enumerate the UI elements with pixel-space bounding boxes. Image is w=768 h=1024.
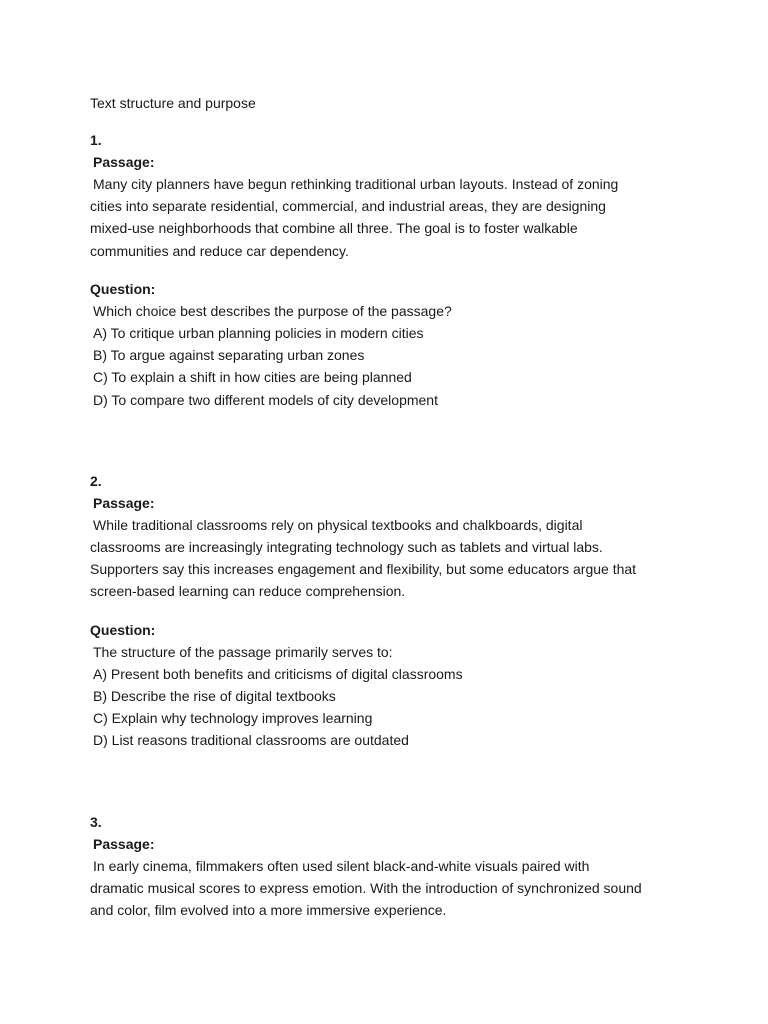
answer-option-d: D) List reasons traditional classrooms are outdated: [93, 732, 409, 749]
passage-line: mixed-use neighborhoods that combine all three. The goal is to foster walkable: [90, 220, 578, 237]
passage-label: Passage:: [93, 494, 155, 511]
passage-line: In early cinema, filmmakers often used silent black-and-white visuals paired with: [93, 857, 590, 874]
answer-option-c: C) Explain why technology improves learning: [93, 710, 373, 727]
passage-label: Passage:: [93, 154, 155, 170]
passage-line: classrooms are increasingly integrating technology such as tablets and virtual labs.: [90, 539, 603, 556]
passage-line: cities into separate residential, commercial, and industrial areas, they are designing: [90, 198, 606, 215]
passage-line: screen-based learning can reduce comprehension.: [90, 583, 406, 600]
question-item-3: [90, 811, 690, 922]
answer-option-c: C) To explain a shift in how cities are being planned: [93, 369, 412, 386]
passage-text: [90, 173, 690, 262]
answer-option-a: A) To critique urban planning policies in modern cities: [93, 325, 424, 342]
passage-label: Passage:: [93, 835, 155, 852]
passage-line: Supporters say this increases engagement and flexibility, but some educators argue that: [90, 561, 637, 578]
answer-option-b: B) Describe the rise of digital textbooks: [93, 688, 336, 705]
answer-option-a: A) Present both benefits and criticisms of digital classrooms: [93, 665, 463, 682]
passage-text: [90, 855, 690, 922]
question-text: The structure of the passage primarily serves to:: [93, 643, 393, 660]
passage-text: [90, 514, 690, 603]
spacer: [90, 411, 690, 455]
document-page: [90, 92, 690, 921]
answer-option-d: D) To compare two different models of city development: [93, 391, 438, 408]
passage-line: While traditional classrooms rely on physical textbooks and chalkboards, digital: [93, 516, 583, 533]
question-label: Question:: [90, 280, 156, 297]
passage-line: and color, film evolved into a more immersive experience.: [90, 902, 447, 919]
question-label: Question:: [90, 621, 156, 638]
question-number: 3.: [90, 813, 102, 830]
spacer: [90, 752, 690, 796]
passage-line: dramatic musical scores to express emotion. With the introduction of synchronized sound: [90, 879, 642, 896]
question-item-2: [90, 470, 690, 752]
question-text: Which choice best describes the purpose of the passage?: [93, 302, 452, 319]
passage-line: Many city planners have begun rethinking traditional urban layouts. Instead of zoning: [93, 176, 619, 192]
question-number: 1.: [90, 132, 102, 148]
passage-line: communities and reduce car dependency.: [90, 242, 349, 259]
question-item-1: [90, 129, 690, 411]
question-number: 2.: [90, 472, 102, 489]
document-title: Text structure and purpose: [90, 95, 256, 111]
answer-option-b: B) To argue against separating urban zones: [93, 347, 365, 364]
